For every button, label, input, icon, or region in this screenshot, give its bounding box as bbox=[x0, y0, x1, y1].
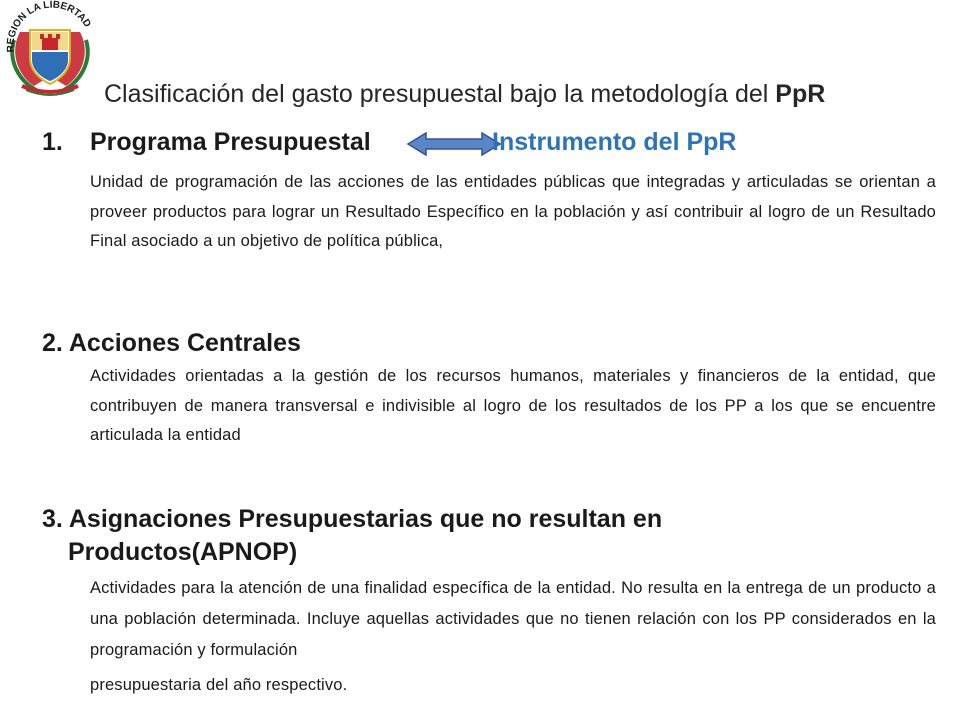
region-la-libertad-logo bbox=[0, 0, 100, 100]
section3-heading-line1: 3. Asignaciones Presupuestarias que no resultan en bbox=[42, 505, 663, 533]
coat-of-arms-icon bbox=[0, 0, 100, 100]
section3-body: Actividades para la atención de una finalidad específica de la entidad. No resulta en la entrega de un producto a una población determinada. Incluye aquellas actividades que no tienen relación con los PP considerados en la programación y formulación bbox=[90, 579, 936, 659]
page-title bbox=[104, 80, 825, 109]
section1-body: Unidad de programación de las acciones de las entidades públicas que integradas y articuladas se orientan a proveer productos para lograr un Resultado Específico en la población y así contribuir al logro de un Resultado Final asociado a un objetivo de política pública, bbox=[90, 173, 936, 250]
page-title-bold: PpR bbox=[775, 80, 826, 108]
section2-body: Actividades orientadas a la gestión de los recursos humanos, materiales y financieros de la entidad, que contribuyen de manera transversal e indivisible al logro de los resultados de los PP a los que se encuentre articulada la entidad bbox=[90, 367, 936, 444]
page-title-text: Clasificación del gasto presupuestal bajo la metodología del bbox=[104, 80, 776, 108]
logo-text: REGION LA LIBERTAD bbox=[5, 0, 93, 53]
section1-title: Programa Presupuestal bbox=[90, 128, 371, 156]
section3-body-last: presupuestaria del año respectivo. bbox=[90, 676, 348, 694]
double-arrow-icon bbox=[406, 130, 502, 158]
section2-heading: 2. Acciones Centrales bbox=[42, 329, 301, 357]
section1-related: Instrumento del PpR bbox=[492, 128, 737, 156]
section3-heading-line2: Productos(APNOP) bbox=[68, 538, 298, 566]
section1-number: 1. bbox=[42, 128, 63, 156]
section3-body-block bbox=[90, 573, 936, 701]
